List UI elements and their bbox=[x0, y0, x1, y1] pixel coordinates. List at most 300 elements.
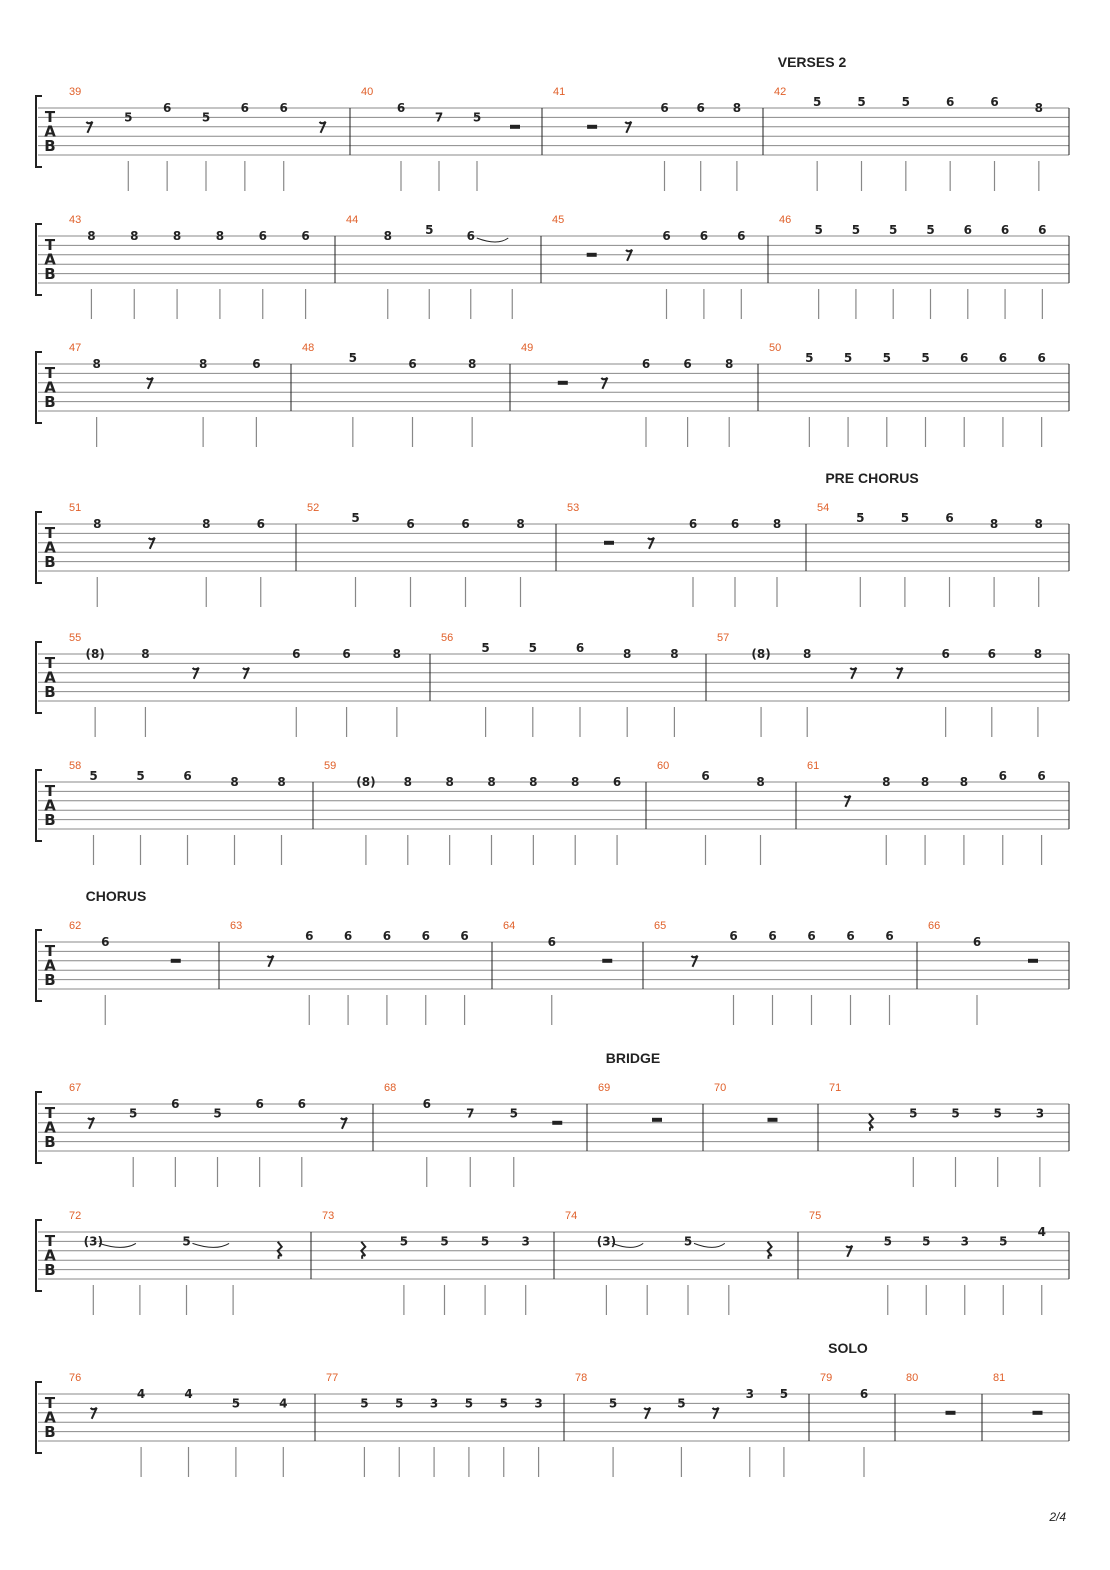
tie-icon bbox=[694, 1243, 725, 1247]
fret-number: 5 bbox=[89, 769, 98, 783]
measure bbox=[817, 502, 1043, 607]
tab-clef-letter: T bbox=[44, 236, 56, 254]
measure bbox=[769, 342, 1046, 447]
fret-number: 5 bbox=[921, 351, 930, 365]
tab-clef-letter: T bbox=[44, 1232, 56, 1250]
measure bbox=[384, 1082, 562, 1187]
fret-number: 8 bbox=[959, 775, 969, 789]
fret-number: 8 bbox=[772, 517, 782, 531]
fret-number: 6 bbox=[1037, 351, 1046, 365]
half-rest-icon bbox=[587, 253, 597, 257]
measure-number: 69 bbox=[598, 1082, 611, 1094]
measure-number: 78 bbox=[575, 1372, 588, 1384]
fret-number: 6 bbox=[183, 769, 192, 783]
fret-number: 5 bbox=[812, 95, 822, 109]
fret-number: 5 bbox=[677, 1396, 686, 1411]
fret-number: 8 bbox=[230, 775, 239, 789]
fret-number: 6 bbox=[699, 229, 709, 243]
fret-number: 8 bbox=[623, 647, 632, 661]
measure bbox=[779, 214, 1047, 319]
fret-number: 6 bbox=[547, 935, 556, 949]
tab-system bbox=[36, 1210, 1069, 1315]
fret-number: 6 bbox=[461, 517, 470, 531]
tab-clef-letter: B bbox=[44, 553, 56, 571]
measure bbox=[69, 342, 261, 447]
fret-number: 6 bbox=[1037, 769, 1046, 783]
fret-number: 6 bbox=[807, 929, 816, 943]
fret-number: 8 bbox=[445, 775, 454, 789]
fret-number: 6 bbox=[972, 935, 982, 949]
fret-number: 6 bbox=[885, 929, 894, 943]
fret-number: 5 bbox=[464, 1396, 474, 1411]
section-label: VERSES 2 bbox=[777, 54, 847, 70]
fret-number: 5 bbox=[857, 95, 866, 109]
fret-number: 5 bbox=[472, 110, 482, 125]
section-label: PRE CHORUS bbox=[825, 470, 919, 486]
fret-number: 6 bbox=[998, 769, 1007, 783]
tab-system bbox=[36, 1050, 1069, 1187]
fret-number: 8 bbox=[92, 357, 101, 371]
fret-number: 8 bbox=[403, 775, 412, 789]
fret-number: (8) bbox=[85, 647, 105, 661]
measure-number: 52 bbox=[307, 502, 320, 514]
fret-number: 6 bbox=[730, 517, 740, 531]
tab-clef-letter: A bbox=[44, 668, 56, 687]
measure-number: 74 bbox=[565, 1210, 578, 1222]
tab-clef-letter: T bbox=[44, 108, 56, 126]
fret-number: 6 bbox=[342, 647, 351, 661]
fret-number: 3 bbox=[1035, 1106, 1045, 1121]
fret-number: 5 bbox=[814, 223, 823, 237]
tab-clef-letter: A bbox=[44, 538, 56, 557]
tab-clef-letter: B bbox=[44, 1423, 56, 1441]
fret-number: 6 bbox=[460, 929, 469, 943]
half-rest-icon bbox=[604, 541, 614, 545]
measure bbox=[302, 342, 476, 447]
fret-number: 5 bbox=[231, 1396, 241, 1411]
fret-number: 5 bbox=[926, 223, 935, 237]
fret-number: 8 bbox=[1033, 647, 1043, 661]
system-bracket bbox=[36, 1382, 42, 1453]
system-bracket bbox=[36, 512, 42, 583]
measure-number: 40 bbox=[361, 86, 374, 98]
fret-number: 5 bbox=[182, 1234, 191, 1249]
fret-number: 6 bbox=[343, 929, 353, 943]
fret-number: 8 bbox=[989, 517, 999, 531]
fret-number: 7 bbox=[466, 1106, 475, 1121]
fret-number: 6 bbox=[990, 95, 999, 109]
tab-clef-letter: A bbox=[44, 796, 56, 815]
measure-number: 42 bbox=[774, 86, 787, 98]
fret-number: 6 bbox=[279, 101, 288, 115]
fret-number: 3 bbox=[745, 1387, 754, 1401]
fret-number: 5 bbox=[129, 1106, 138, 1121]
measure bbox=[820, 1372, 868, 1477]
tab-system bbox=[36, 470, 1069, 607]
fret-number: 5 bbox=[683, 1234, 693, 1249]
measure-number: 55 bbox=[69, 632, 82, 644]
fret-number: 8 bbox=[198, 357, 208, 371]
system-bracket bbox=[36, 96, 42, 167]
fret-number: 5 bbox=[779, 1387, 789, 1401]
fret-number: 5 bbox=[440, 1234, 449, 1249]
tab-clef-letter: T bbox=[44, 1104, 56, 1122]
tab-system bbox=[36, 632, 1069, 737]
fret-number: 5 bbox=[805, 351, 814, 365]
measure bbox=[565, 1210, 772, 1315]
tab-clef-letter: A bbox=[44, 378, 56, 397]
tab-system bbox=[36, 888, 1069, 1025]
tie-icon bbox=[612, 1243, 643, 1247]
measure bbox=[552, 214, 745, 319]
measure bbox=[326, 1372, 543, 1477]
measure-number: 50 bbox=[769, 342, 782, 354]
fret-number: 6 bbox=[256, 517, 265, 531]
fret-number: 6 bbox=[1038, 223, 1047, 237]
fret-number: 8 bbox=[803, 647, 812, 661]
measure-number: 75 bbox=[809, 1210, 822, 1222]
measure bbox=[906, 1372, 956, 1415]
measure bbox=[69, 214, 310, 319]
fret-number: 6 bbox=[846, 929, 855, 943]
measure-number: 80 bbox=[906, 1372, 919, 1384]
system-bracket bbox=[36, 770, 42, 841]
tab-clef-letter: A bbox=[44, 1246, 56, 1265]
fret-number: 5 bbox=[395, 1396, 404, 1411]
measure-number: 61 bbox=[807, 760, 820, 772]
measure bbox=[69, 1082, 347, 1187]
measure-number: 46 bbox=[779, 214, 792, 226]
fret-number: 6 bbox=[297, 1097, 306, 1111]
fret-number: 5 bbox=[851, 223, 861, 237]
measure bbox=[809, 1210, 1046, 1315]
measure bbox=[307, 502, 525, 607]
tab-clef-letter: B bbox=[44, 265, 56, 283]
fret-number: 5 bbox=[900, 511, 910, 525]
fret-number: 5 bbox=[480, 1234, 490, 1249]
tab-clef-letter: A bbox=[44, 250, 56, 269]
fret-number: 8 bbox=[130, 229, 139, 243]
measure-number: 58 bbox=[69, 760, 82, 772]
fret-number: 8 bbox=[725, 357, 734, 371]
tab-clef-letter: A bbox=[44, 956, 56, 975]
measure bbox=[717, 632, 1042, 737]
tie-icon bbox=[477, 238, 509, 242]
fret-number: 6 bbox=[421, 929, 430, 943]
fret-number: 5 bbox=[348, 351, 358, 365]
measure bbox=[774, 86, 1043, 191]
tab-clef-letter: B bbox=[44, 1133, 56, 1151]
measure bbox=[993, 1372, 1043, 1415]
fret-number: 6 bbox=[1000, 223, 1010, 237]
fret-number: 4 bbox=[1037, 1225, 1046, 1239]
fret-number: 5 bbox=[124, 110, 133, 125]
measure-number: 68 bbox=[384, 1082, 397, 1094]
fret-number: 6 bbox=[408, 357, 417, 371]
fret-number: 5 bbox=[499, 1396, 508, 1411]
tab-clef-letter: A bbox=[44, 122, 56, 141]
fret-number: 6 bbox=[162, 101, 172, 115]
fret-number: 6 bbox=[101, 935, 110, 949]
fret-number: 6 bbox=[660, 101, 669, 115]
half-rest-icon bbox=[602, 959, 612, 963]
measure-number: 51 bbox=[69, 502, 82, 514]
fret-number: 8 bbox=[215, 229, 225, 243]
fret-number: 5 bbox=[201, 110, 211, 125]
fret-number: 5 bbox=[608, 1396, 618, 1411]
tab-system bbox=[36, 342, 1069, 447]
measure-number: 60 bbox=[657, 760, 670, 772]
tie-icon bbox=[193, 1243, 230, 1247]
fret-number: 8 bbox=[732, 101, 742, 115]
measure bbox=[575, 1372, 788, 1477]
measure-number: 73 bbox=[322, 1210, 335, 1222]
measure-number: 54 bbox=[817, 502, 830, 514]
fret-number: 6 bbox=[292, 647, 301, 661]
section-label: SOLO bbox=[828, 1340, 868, 1356]
measure bbox=[553, 86, 741, 191]
fret-number: 8 bbox=[467, 357, 477, 371]
fret-number: 8 bbox=[87, 229, 96, 243]
fret-number: 8 bbox=[920, 775, 930, 789]
fret-number: 5 bbox=[213, 1106, 222, 1121]
fret-number: 6 bbox=[688, 517, 698, 531]
measure-number: 67 bbox=[69, 1082, 82, 1094]
fret-number: 6 bbox=[612, 775, 622, 789]
fret-number: 6 bbox=[683, 357, 692, 371]
fret-number: 8 bbox=[571, 775, 580, 789]
measure-number: 47 bbox=[69, 342, 82, 354]
tab-clef-letter: B bbox=[44, 1261, 56, 1279]
fret-number: 6 bbox=[737, 229, 746, 243]
whole-rest-icon bbox=[652, 1118, 662, 1122]
measure-number: 66 bbox=[928, 920, 941, 932]
measure bbox=[69, 1372, 287, 1477]
fret-number: 8 bbox=[141, 647, 150, 661]
measure-number: 62 bbox=[69, 920, 82, 932]
fret-number: 5 bbox=[951, 1106, 960, 1121]
measure-number: 41 bbox=[553, 86, 566, 98]
measure bbox=[657, 760, 765, 865]
half-rest-icon bbox=[171, 959, 181, 963]
fret-number: 6 bbox=[240, 101, 250, 115]
measure-number: 49 bbox=[521, 342, 534, 354]
tab-clef-letter: T bbox=[44, 524, 56, 542]
fret-number: 5 bbox=[882, 351, 891, 365]
measure-number: 81 bbox=[993, 1372, 1006, 1384]
fret-number: 7 bbox=[434, 110, 444, 125]
tab-clef-letter: B bbox=[44, 137, 56, 155]
fret-number: 6 bbox=[171, 1097, 180, 1111]
tab-system bbox=[36, 214, 1069, 319]
measure bbox=[361, 86, 520, 191]
measure-number: 43 bbox=[69, 214, 82, 226]
fret-number: 8 bbox=[202, 517, 211, 531]
tab-clef-letter: T bbox=[44, 654, 56, 672]
fret-number: 5 bbox=[901, 95, 911, 109]
fret-number: 5 bbox=[351, 511, 360, 525]
measure bbox=[521, 342, 733, 447]
measure bbox=[69, 1210, 282, 1315]
fret-number: 8 bbox=[882, 775, 891, 789]
fret-number: 6 bbox=[382, 929, 392, 943]
fret-number: 3 bbox=[534, 1396, 543, 1411]
fret-number: 8 bbox=[516, 517, 525, 531]
fret-number: 6 bbox=[252, 357, 261, 371]
fret-number: 5 bbox=[399, 1234, 409, 1249]
fret-number: 6 bbox=[305, 929, 314, 943]
system-bracket bbox=[36, 352, 42, 423]
tab-clef-letter: A bbox=[44, 1118, 56, 1137]
fret-number: 6 bbox=[662, 229, 671, 243]
fret-number: 5 bbox=[481, 641, 490, 655]
tab-clef-letter: B bbox=[44, 683, 56, 701]
fret-number: 6 bbox=[963, 223, 972, 237]
section-label: CHORUS bbox=[85, 888, 147, 904]
tab-clef-letter: T bbox=[44, 782, 56, 800]
measure-number: 63 bbox=[230, 920, 243, 932]
fret-number: 6 bbox=[422, 1097, 431, 1111]
fret-number: 5 bbox=[136, 769, 145, 783]
measure-number: 72 bbox=[69, 1210, 82, 1222]
fret-number: (3) bbox=[83, 1234, 103, 1249]
measure bbox=[69, 920, 181, 1025]
tab-system bbox=[36, 1340, 1069, 1477]
fret-number: 5 bbox=[425, 223, 434, 237]
fret-number: 8 bbox=[392, 647, 402, 661]
measure bbox=[567, 502, 781, 607]
tab-clef-letter: T bbox=[44, 942, 56, 960]
measure bbox=[69, 632, 401, 737]
fret-number: 8 bbox=[756, 775, 765, 789]
fret-number: 6 bbox=[960, 351, 969, 365]
fret-number: 6 bbox=[575, 641, 585, 655]
system-bracket bbox=[36, 224, 42, 295]
half-rest-icon bbox=[510, 125, 520, 129]
fret-number: 8 bbox=[277, 775, 286, 789]
fret-number: 3 bbox=[960, 1234, 969, 1249]
fret-number: 3 bbox=[429, 1396, 439, 1411]
fret-number: 6 bbox=[729, 929, 738, 943]
measure bbox=[928, 920, 1038, 1025]
fret-number: 6 bbox=[255, 1097, 264, 1111]
measure-number: 45 bbox=[552, 214, 565, 226]
half-rest-icon bbox=[587, 125, 597, 129]
tab-clef-letter: T bbox=[44, 1394, 56, 1412]
system-bracket bbox=[36, 1092, 42, 1163]
fret-number: 6 bbox=[301, 229, 310, 243]
measure-number: 53 bbox=[567, 502, 580, 514]
fret-number: (8) bbox=[751, 647, 771, 661]
fret-number: 5 bbox=[528, 641, 537, 655]
measure bbox=[714, 1082, 778, 1122]
fret-number: 6 bbox=[641, 357, 651, 371]
fret-number: 8 bbox=[172, 229, 182, 243]
measure bbox=[807, 760, 1046, 865]
fret-number: 6 bbox=[859, 1387, 869, 1401]
measure bbox=[503, 920, 612, 1025]
fret-number: 6 bbox=[768, 929, 777, 943]
fret-number: 8 bbox=[670, 647, 679, 661]
fret-number: 6 bbox=[941, 647, 950, 661]
fret-number: 6 bbox=[998, 351, 1008, 365]
measure-number: 70 bbox=[714, 1082, 727, 1094]
measure-number: 39 bbox=[69, 86, 82, 98]
fret-number: 6 bbox=[987, 647, 996, 661]
fret-number: 6 bbox=[396, 101, 406, 115]
fret-number: 6 bbox=[258, 229, 267, 243]
measure bbox=[441, 632, 679, 737]
measure-number: 77 bbox=[326, 1372, 339, 1384]
fret-number: 5 bbox=[999, 1234, 1008, 1249]
section-label: BRIDGE bbox=[605, 1050, 661, 1066]
fret-number: (3) bbox=[596, 1234, 617, 1249]
measure-number: 44 bbox=[346, 214, 359, 226]
measure-number: 79 bbox=[820, 1372, 833, 1384]
fret-number: 8 bbox=[93, 517, 102, 531]
fret-number: 8 bbox=[487, 775, 496, 789]
system-bracket bbox=[36, 1220, 42, 1291]
fret-number: 8 bbox=[1034, 517, 1043, 531]
fret-number: 5 bbox=[509, 1106, 518, 1121]
tab-system bbox=[36, 54, 1069, 191]
measure bbox=[69, 502, 265, 607]
whole-rest-icon bbox=[768, 1118, 778, 1122]
measure-number: 64 bbox=[503, 920, 516, 932]
fret-number: 6 bbox=[406, 517, 415, 531]
tie-icon bbox=[99, 1243, 136, 1247]
fret-number: 4 bbox=[184, 1387, 193, 1401]
half-rest-icon bbox=[946, 1411, 956, 1415]
system-bracket bbox=[36, 930, 42, 1001]
fret-number: 5 bbox=[883, 1234, 892, 1249]
measure bbox=[69, 760, 286, 865]
measure-number: 71 bbox=[829, 1082, 842, 1094]
fret-number: 5 bbox=[909, 1106, 918, 1121]
fret-number: 5 bbox=[993, 1106, 1002, 1121]
half-rest-icon bbox=[552, 1121, 562, 1125]
measure-number: 65 bbox=[654, 920, 667, 932]
fret-number: 4 bbox=[279, 1396, 288, 1411]
measure-number: 59 bbox=[324, 760, 337, 772]
measure-number: 76 bbox=[69, 1372, 82, 1384]
fret-number: 5 bbox=[856, 511, 865, 525]
fret-number: 5 bbox=[843, 351, 853, 365]
half-rest-icon bbox=[1033, 1411, 1043, 1415]
measure-number: 56 bbox=[441, 632, 454, 644]
measure bbox=[324, 760, 621, 865]
half-rest-icon bbox=[558, 381, 568, 385]
tab-clef-letter: B bbox=[44, 971, 56, 989]
half-rest-icon bbox=[1028, 959, 1038, 963]
tab-clef-letter: A bbox=[44, 1408, 56, 1427]
fret-number: 6 bbox=[466, 229, 475, 243]
fret-number: 8 bbox=[529, 775, 538, 789]
fret-number: 6 bbox=[945, 95, 955, 109]
fret-number: (8) bbox=[356, 775, 376, 789]
measure bbox=[322, 1210, 530, 1315]
tab-clef-letter: T bbox=[44, 364, 56, 382]
fret-number: 5 bbox=[922, 1234, 931, 1249]
fret-number: 6 bbox=[701, 769, 710, 783]
measure bbox=[230, 920, 469, 1025]
fret-number: 6 bbox=[945, 511, 954, 525]
measure bbox=[69, 86, 326, 191]
fret-number: 8 bbox=[1034, 101, 1044, 115]
system-bracket bbox=[36, 642, 42, 713]
measure bbox=[829, 1082, 1044, 1187]
fret-number: 5 bbox=[889, 223, 898, 237]
